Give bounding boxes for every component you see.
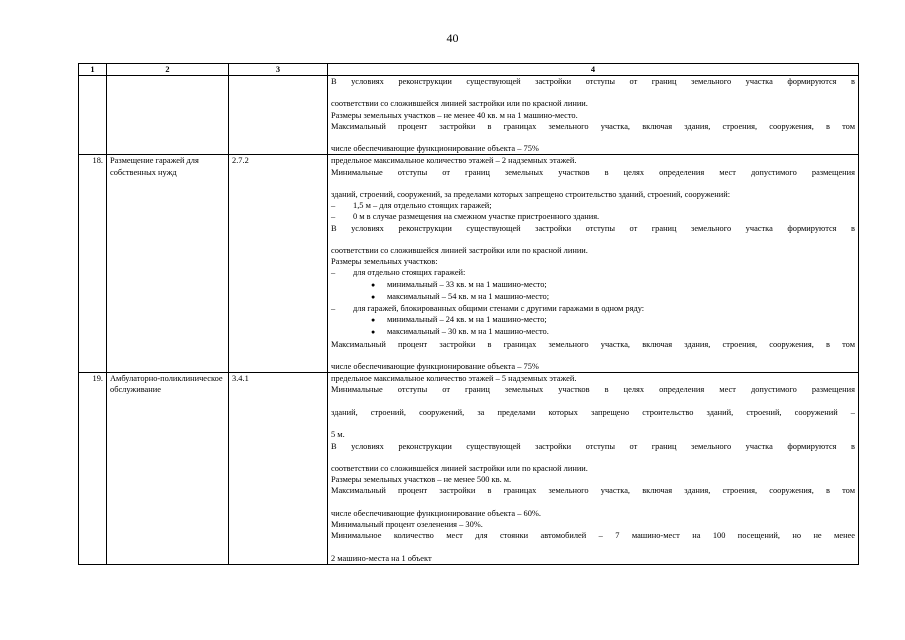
land-use-name <box>107 76 229 155</box>
line-text: минимальный – 33 кв. м на 1 машино-место; <box>387 279 547 289</box>
line-text: Размеры земельных участков – не менее 40 кв. м на 1 машино-место. <box>331 110 578 120</box>
line-text: предельное максимальное количество этажей – 2 надземных этажей. <box>331 156 577 166</box>
text-line <box>331 508 855 519</box>
bullet-list-item <box>331 279 855 291</box>
regulation-text <box>328 373 859 564</box>
text-line <box>331 384 855 406</box>
bullet-icon: ● <box>371 316 376 325</box>
dash-marker: – <box>331 201 336 211</box>
line-text: соответствии со сложившейся линией застройки или по красной линии. <box>331 463 588 473</box>
line-text: 1,5 м – для отдельно стоящих гаражей; <box>353 201 492 211</box>
row-number <box>79 76 107 155</box>
line-text: В условиях реконструкции существующей застройки отступы от границ земельного участка формируются в <box>331 77 855 86</box>
text-line <box>331 110 855 121</box>
text-line <box>331 245 855 256</box>
text-line <box>331 441 855 463</box>
bullet-icon: ● <box>371 280 376 289</box>
text-line <box>331 121 855 143</box>
dash-marker: – <box>331 268 336 278</box>
table-row <box>79 373 859 564</box>
text-line <box>331 339 855 361</box>
header-col-4: 4 <box>328 64 859 76</box>
text-line <box>331 98 855 109</box>
header-col-2: 2 <box>107 64 229 76</box>
bullet-icon: ● <box>371 328 376 337</box>
text-line <box>331 519 855 530</box>
line-text: соответствии со сложившейся линией застройки или по красной линии. <box>331 246 588 256</box>
land-use-code: 3.4.1 <box>229 373 328 564</box>
line-text: максимальный – 30 кв. м на 1 машино-место. <box>387 327 549 337</box>
line-text: зданий, строений, сооружений, за пределами которых запрещено строительство зданий, строений, сооружений: <box>331 190 731 200</box>
text-line <box>331 407 855 429</box>
line-text: для гаражей, блокированных общими стенами с другими гаражами в одном ряду: <box>353 304 645 314</box>
bullet-list-item <box>331 291 855 303</box>
text-line <box>331 474 855 485</box>
land-use-name: Амбулаторно-поликлиническое обслуживание <box>107 373 229 564</box>
text-line <box>331 361 855 372</box>
regulation-text <box>328 76 859 155</box>
text-line <box>331 429 855 440</box>
line-text: Минимальное количество мест для стоянки автомобилей – 7 машино-мест на 100 посещений, но не менее <box>331 531 855 541</box>
text-line <box>331 485 855 507</box>
dash-list-item <box>331 211 855 222</box>
text-line <box>331 143 855 154</box>
line-text: числе обеспечивающие функционирование объекта – 75% <box>331 144 539 154</box>
text-line <box>331 155 855 166</box>
line-text: 5 м. <box>331 430 345 440</box>
bullet-icon: ● <box>371 292 376 301</box>
text-line <box>331 256 855 267</box>
text-line <box>331 463 855 474</box>
line-text: Минимальные отступы от границ земельных участков в целях определения мест допустимого размещения <box>331 167 855 177</box>
line-text: зданий, строений, сооружений, за пределами которых запрещено строительство зданий, строений, сооружений – <box>331 407 855 417</box>
text-line <box>331 530 855 552</box>
bullet-list-item <box>331 314 855 326</box>
text-line <box>331 373 855 384</box>
line-text: 0 м в случае размещения на смежном участке пристроенного здания. <box>353 212 600 222</box>
line-text: В условиях реконструкции существующей застройки отступы от границ земельного участка формируются в <box>331 223 855 233</box>
dash-marker: – <box>331 304 336 314</box>
dash-marker: – <box>331 212 336 222</box>
line-text: Максимальный процент застройки в границах земельного участка, включая здания, строения, сооружения, в том <box>331 121 855 131</box>
line-text: числе обеспечивающие функционирование объекта – 60%. <box>331 508 541 518</box>
table-header-row <box>79 64 859 76</box>
text-line <box>331 76 855 98</box>
text-line <box>331 189 855 200</box>
regulation-text <box>328 155 859 373</box>
line-text: для отдельно стоящих гаражей: <box>353 268 466 278</box>
line-text: максимальный – 54 кв. м на 1 машино-место; <box>387 291 550 301</box>
table-row <box>79 76 859 155</box>
line-text: Максимальный процент застройки в границах земельного участка, включая здания, строения, сооружения, в том <box>331 486 855 496</box>
dash-list-item <box>331 267 855 278</box>
land-use-code: 2.7.2 <box>229 155 328 373</box>
table-row <box>79 155 859 373</box>
line-text: соответствии со сложившейся линией застройки или по красной линии. <box>331 99 588 109</box>
line-text: числе обеспечивающие функционирование объекта – 75% <box>331 362 539 372</box>
regulations-table <box>78 63 859 565</box>
line-text: Минимальные отступы от границ земельных участков в целях определения мест допустимого размещения <box>331 385 855 395</box>
text-line <box>331 223 855 245</box>
text-line <box>331 167 855 189</box>
header-col-1: 1 <box>79 64 107 76</box>
land-use-name: Размещение гаражей для собственных нужд <box>107 155 229 373</box>
bullet-list-item <box>331 326 855 338</box>
text-line <box>331 553 855 564</box>
row-number: 18. <box>79 155 107 373</box>
line-text: Размеры земельных участков – не менее 500 кв. м. <box>331 475 512 485</box>
dash-list-item <box>331 200 855 211</box>
dash-list-item <box>331 303 855 314</box>
row-number: 19. <box>79 373 107 564</box>
page-number: 40 <box>446 31 459 45</box>
line-text: предельное максимальное количество этажей – 5 надземных этажей. <box>331 374 577 384</box>
land-use-code <box>229 76 328 155</box>
line-text: Максимальный процент застройки в границах земельного участка, включая здания, строения, сооружения, в том <box>331 339 855 349</box>
line-text: минимальный – 24 кв. м на 1 машино-место; <box>387 315 547 325</box>
header-col-3: 3 <box>229 64 328 76</box>
table-body <box>79 76 859 565</box>
line-text: 2 машино-места на 1 объект <box>331 553 432 563</box>
line-text: Минимальный процент озеленения – 30%. <box>331 519 483 529</box>
line-text: Размеры земельных участков: <box>331 257 438 267</box>
line-text: В условиях реконструкции существующей застройки отступы от границ земельного участка формируются в <box>331 441 855 451</box>
